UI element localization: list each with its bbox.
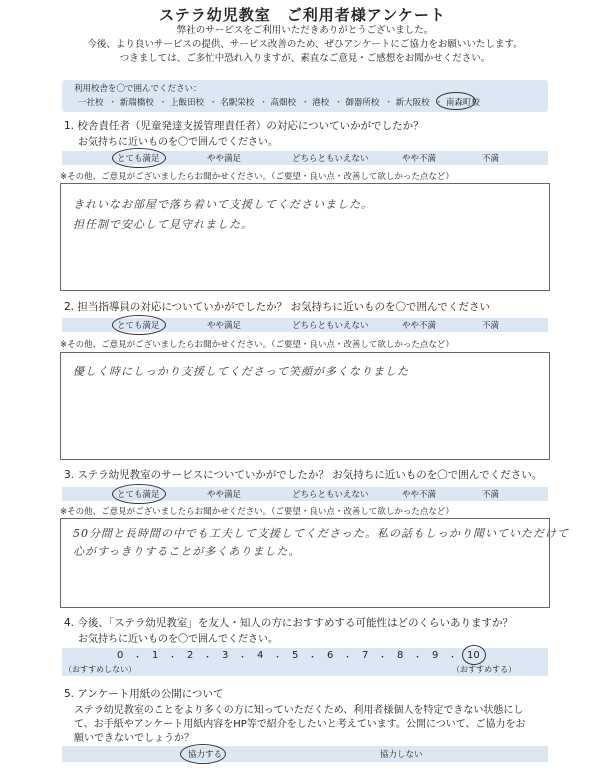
school-option-selected[interactable]: 新大阪校 bbox=[395, 98, 430, 108]
q3-comment-line: 50分間と長時間の中でも工夫して支援してくださった。私の話もしっかり聞いていただけて bbox=[73, 527, 569, 540]
q2-comment-line: 優しく時にしっかり支援してくださって笑顔が多くなりました bbox=[73, 365, 409, 378]
scale-option[interactable]: やや満足 bbox=[207, 490, 242, 500]
q1-question: 1. 校舎責任者（児童発達支援管理責任者）の対応についていかがでしたか？ bbox=[64, 120, 424, 132]
q1-comment-box[interactable] bbox=[60, 183, 550, 291]
school-option[interactable]: 上飯田校 bbox=[169, 98, 204, 108]
page-title: ステラ幼児教室 ご利用者様アンケート bbox=[159, 6, 446, 24]
q1-comment-line: 担任制で安心して見守れました。 bbox=[73, 218, 253, 231]
scale-option[interactable]: やや満足 bbox=[207, 154, 242, 164]
scale-number[interactable]: 0 bbox=[117, 650, 124, 661]
scale-number[interactable]: 3 bbox=[222, 650, 229, 661]
scale-number[interactable]: 8 bbox=[397, 650, 404, 661]
q5-body-line: 願いできないでしょうか？ bbox=[74, 733, 194, 744]
q3-comment-line: 心がすっきりすることが多くありました。 bbox=[73, 545, 301, 558]
q4-answer-circle bbox=[462, 645, 486, 665]
scale-number[interactable]: 2 bbox=[187, 650, 194, 661]
scale-option[interactable]: とても満足 bbox=[117, 154, 160, 164]
q2-comment-box[interactable] bbox=[60, 352, 550, 460]
q1-comment-note: ※その他、ご意見がございましたらお聞かせください。（ご要望・良い点・改善して欲しかった点など） bbox=[60, 172, 454, 182]
q2-question: 2. 担当指導員の対応についていかがでしたか？ お気持ちに近いものを〇で囲んでください bbox=[64, 301, 490, 313]
scale-option[interactable]: やや満足 bbox=[207, 321, 242, 331]
intro-line: つきましては、ご多忙中恐れ入りますが、素直なご意見・ご感想をお聞かせください。 bbox=[119, 53, 491, 64]
q2-comment-note: ※その他、ご意見がございましたらお聞かせください。（ご要望・良い点・改善して欲しかった点など） bbox=[60, 340, 454, 350]
scale-number[interactable]: 1 bbox=[152, 650, 159, 661]
scale-number[interactable]: 6 bbox=[327, 650, 334, 661]
q4-question: 4. 今後、「ステラ幼児教室」を友人・知人の方におすすめする可能性はどのくらいありますか？ bbox=[64, 617, 513, 629]
q5-options bbox=[62, 746, 548, 762]
q3-answer-circle bbox=[112, 484, 166, 504]
scale-option[interactable]: どちらともいえない bbox=[292, 490, 369, 500]
intro-line: 弊社のサービスをご利用いただきありがとうございました。 bbox=[176, 25, 434, 36]
school-options: 一社校 ・ 新瑞橋校 ・ 上飯田校 ・ 名駅栄校 ・ 高畑校 ・ 港校 ・ 御器所校 ・ 新大阪校 ・ 南森町校 bbox=[78, 98, 480, 108]
q4-recommend-scale: 0 1 2 3 4 5 6 7 8 9 10 ・ ・ ・ ・ ・ ・ ・ ・ ・ ・ （おすすめしない） （おすすめする） bbox=[62, 648, 548, 676]
cooperate-option[interactable]: 協力する bbox=[188, 750, 223, 760]
scale-number[interactable]: 5 bbox=[292, 650, 299, 661]
scale-option[interactable]: やや不満 bbox=[402, 490, 437, 500]
scale-option[interactable]: やや不満 bbox=[402, 154, 437, 164]
school-option[interactable]: 名駅栄校 bbox=[220, 98, 255, 108]
school-option[interactable]: 南森町校 bbox=[445, 98, 480, 108]
school-option[interactable]: 高畑校 bbox=[270, 98, 296, 108]
school-option[interactable]: 御器所校 bbox=[345, 98, 380, 108]
q3-comment-box[interactable] bbox=[60, 518, 569, 608]
scale-option[interactable]: とても満足 bbox=[117, 490, 160, 500]
scale-option[interactable]: とても満足 bbox=[117, 321, 160, 331]
scale-option[interactable]: 不満 bbox=[482, 321, 500, 331]
scale-number[interactable]: 10 bbox=[467, 650, 480, 661]
q1-answer-circle bbox=[112, 148, 166, 168]
high-label: （おすすめする） bbox=[452, 665, 517, 674]
scale-option[interactable]: やや不満 bbox=[402, 321, 437, 331]
q5-body-line: ステラ幼児教室のことをより多くの方に知っていただくため、利用者様個人を特定できない状態にし bbox=[74, 705, 524, 716]
q3-comment-note: ※その他、ご意見がございましたらお聞かせください。（ご要望・良い点・改善して欲しかった点など） bbox=[60, 507, 454, 517]
school-option[interactable]: 一社校 bbox=[78, 98, 104, 108]
q1-instruction: お気持ちに近いものを〇で囲んでください。 bbox=[78, 137, 278, 148]
school-option[interactable]: 港校 bbox=[312, 98, 330, 108]
school-selection-circle bbox=[436, 92, 476, 110]
not-cooperate-option[interactable]: 協力しない bbox=[380, 750, 423, 760]
q5-answer-circle bbox=[180, 744, 226, 764]
q2-answer-circle bbox=[112, 315, 166, 335]
scale-number[interactable]: 9 bbox=[432, 650, 439, 661]
school-option[interactable]: 新瑞橋校 bbox=[119, 98, 154, 108]
scale-option[interactable]: どちらともいえない bbox=[292, 154, 369, 164]
scale-option[interactable]: どちらともいえない bbox=[292, 321, 369, 331]
q1-comment-line: きれいなお部屋で落ち着いて支援してくださいました。 bbox=[73, 198, 373, 211]
q5-body-line: て、お手紙やアンケート用紙内容をHP等で紹介をしたいと考えています。公開について、ご協力をお bbox=[74, 719, 526, 730]
scale-number[interactable]: 7 bbox=[362, 650, 369, 661]
q4-instruction: お気持ちに近いものを〇で囲んでください。 bbox=[78, 634, 278, 645]
q5-question: 5. アンケート用紙の公開について bbox=[64, 688, 224, 700]
low-label: （おすすめしない） bbox=[64, 665, 137, 674]
q3-question: 3. ステラ幼児教室のサービスについていかがでしたか？ お気持ちに近いものを〇で囲んでください。 bbox=[64, 469, 543, 481]
scale-option[interactable]: 不満 bbox=[482, 154, 500, 164]
intro-line: 今後、より良いサービスの提供、サービス改善のため、ぜひアンケートにご協力をお願いいたします。 bbox=[87, 39, 523, 50]
scale-option[interactable]: 不満 bbox=[482, 490, 500, 500]
school-label: 利用校舎を〇で囲んでください： bbox=[74, 84, 202, 94]
scale-number[interactable]: 4 bbox=[257, 650, 264, 661]
intro-text bbox=[40, 24, 570, 66]
